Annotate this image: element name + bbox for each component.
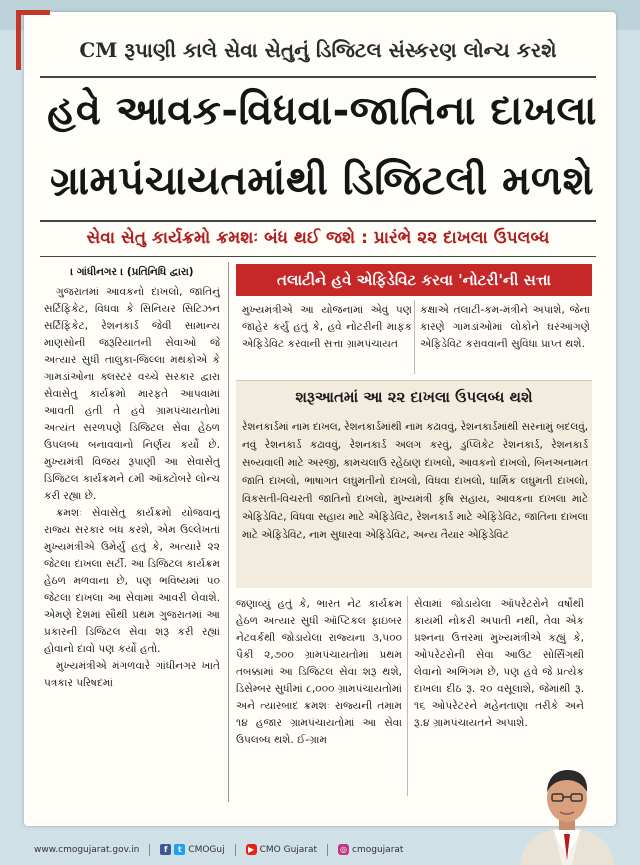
column-rule bbox=[407, 596, 408, 796]
divider bbox=[40, 256, 596, 257]
article-column-3: સેવામાં જોડાયેલા ઑપરેટરોને વર્ષોથી કાયમી નોકરી અપાતી નથી, તેવા એક પ્રશ્નના ઉત્તરમાં મુખ્યમંત્રીએ કહ્યું કે, ઓપરેટરોની સેવા આઉટ સોર્સિંગથી લેવાનો અભિગમ છે, પણ હવે જે પ્રત્યેક દાખલા દીઠ રૂ. ૨૦ વસૂલાશે, જેમાંથી રૂ. ૧૬ ઓપરેટરને મહેનતાણા તરીકે અને રૂ.૪ ગ્રામપંચાયતને અપાશે. bbox=[414, 598, 584, 729]
instagram-handle: cmogujarat bbox=[352, 844, 404, 855]
facebook-icon: f bbox=[160, 844, 171, 855]
youtube-handle: CMO Gujarat bbox=[259, 844, 318, 855]
instagram-link[interactable] bbox=[338, 844, 403, 855]
twitter-icon: t bbox=[174, 844, 185, 855]
twitter-handle: CMOGuj bbox=[188, 844, 225, 855]
article-column-2: જણાવ્યું હતું કે, ભારત નેટ કાર્યક્રમ હેઠળ અત્યાર સુધી ઑપ્ટિકલ ફાઇબર નેટવર્કથી જોડાયેલા રાજ્યના ૩,૫૦૦ પૈકી ૨,૭૦૦ ગ્રામપંચાયતોમાં પ્રથમ તબક્કામાં આ ડિજિટલ સેવા શરૂ થશે, ડિસેમ્બર સુધીમાં ૮,૦૦૦ ગ્રામપંચાયતોમાં અને ત્યારબાદ ક્રમશઃ રાજ્યની તમામ ૧૪ હજાર ગ્રામપંચાયતોમાં આ સેવા ઉપલબ્ધ થશે. ઈ-ગ્રામ bbox=[236, 598, 402, 746]
website-link[interactable] bbox=[34, 845, 139, 855]
article-paragraph: ગુજરાતમાં આવકનો દાખલો, જાતિનું સર્ટિફિકેટ, વિધવા કે સિનિયર સિટિઝન સર્ટિફિકેટ, રેશનકાર્ડ જેવી સામાન્ય માણસોની જરૂરિયાતની સેવાઓ જે અત્યાર સુધી તાલુકા-જિલ્લા મથકોએ કે ગામડાંઓના ક્લસ્ટર વચ્ચે સરકાર દ્વારા સેવાસેતુ કાર્યક્રમો મારફતે આપવામાં આવતી હતી તે હવે ગ્રામપંચાયતોમાં અત્યંત સરળપણે ડિજિટલ સેવા હેઠળ ઉપલબ્ધ બનાવવાનો નિર્ણય કર્યો છે. મુખ્યમંત્રી વિજય રૂપાણી આ સેવાસેતુ ડિજિટલ કાર્યક્રમને ૮મી ઑક્ટોબરે લોન્ચ કરી રહ્યા છે. bbox=[44, 286, 220, 502]
subheadline: સેવા સેતુ કાર્યક્રમો ક્રમશઃ બંધ થઈ જશે : પ્રારંભે ૨૨ દાખલા ઉપલબ્ધ bbox=[86, 228, 550, 248]
youtube-link[interactable] bbox=[246, 844, 317, 855]
separator bbox=[149, 844, 150, 856]
social-links[interactable] bbox=[160, 844, 224, 855]
article-column-1 bbox=[44, 284, 220, 796]
divider bbox=[40, 76, 596, 78]
certificates-list: રેશનકાર્ડમાં નામ દાખલ, રેશનકાર્ડમાંથી નામ કઢાવવું, રેશનકાર્ડમાંથી સરનામું બદલવું, નવું રેશનકાર્ડ કઢાવવું, રેશનકાર્ડ અલગ કરવું, ડુપ્લિકેટ રેશનકાર્ડ, રેશનકાર્ડ સબ્યવાલી માટે અરજી, કામચલાઉ રહેઠાણ દાખલો, આવકનો દાખલો, બિનઅનામત જાતિ દાખલો, ભાષાગત લઘુમતીનો દાખલો, વિધવા દાખલો, ધાર્મિક લઘુમતી દાખલો, વિકસતી-વિચરતી જાતિનો દાખલો, મુખ્યમંત્રી કૃષિ સહાય, આવકના દાખલા માટે એફિડેવિટ, વિધવા સહાય માટે એફિડેવિટ, રેશનકાર્ડ માટે એફિડેવિટ, જાતિના દાખલા માટે એફિડેવિટ, નામ સુધારવા એફિડેવિટ, અન્ય તૈયાર એફિડેવિટ bbox=[242, 421, 588, 541]
sidebar-text-right: કક્ષાએ તલાટી-કમ-મંત્રીને અપાશે, જેના કારણે ગામડાંઓમાં લોકોને ઘરઆંગણે એફિડેવિટ કરાવવાની સુવિધા પ્રાપ્ત થશે. bbox=[420, 304, 590, 350]
column-rule bbox=[228, 262, 229, 802]
separator bbox=[327, 844, 328, 856]
youtube-icon: ▶ bbox=[246, 844, 257, 855]
main-headline-line2: ગ્રામપંચાયતમાંથી ડિજિટલી મળશે bbox=[50, 158, 594, 204]
separator bbox=[235, 844, 236, 856]
instagram-icon: ◎ bbox=[338, 844, 349, 855]
divider bbox=[40, 220, 596, 222]
sidebar-text-left: મુખ્યમંત્રીએ આ યોજનામાં એવું પણ જાહેર કર્યું હતું કે, હવે નોટરીની માફક એફિડેવિટ કરવાની સત્તા ગ્રામપંચાયત bbox=[242, 304, 412, 350]
column-rule bbox=[414, 300, 415, 374]
main-headline-line1: હવે આવક-વિધવા-જાતિના દાખલા bbox=[47, 88, 597, 134]
certificates-box-title: શરૂઆતમાં આ ૨૨ દાખલા ઉપલબ્ધ થશે bbox=[295, 388, 533, 406]
article-paragraph: ક્રમશઃ સેવાસેતુ કાર્યક્રમો યોજવાનું રાજ્ય સરકાર બંધ કરશે, એમ ઉલ્લેખતાં મુખ્યમંત્રીએ ઉમેર્યું હતું કે, અત્યારે ૨૨ જેટલા દાખલા સર્ટી. આ ડિજિટલ કાર્યક્રમ હેઠળ મળવાના છે, પણ ભવિષ્યમાં ૫૦ જેટલા દાખલા આ સેવામાં આવરી લેવાશે. એમણે દેશમાં સૌથી પ્રથમ ગુજરાતમાં આ પ્રકારની ડિજિટલ સેવા શરૂ કરી રહ્યાં હોવાનો દાવો પણ કર્યો હતો. bbox=[44, 507, 220, 655]
byline: । ગાંધીનગર । (પ્રતિનિધિ દ્વારા) bbox=[70, 266, 194, 278]
article-paragraph: મુખ્યમંત્રીએ મંગળવારે ગાંધીનગર ખાતે પત્રકાર પરિષદમાં bbox=[44, 660, 220, 689]
website-text: www.cmogujarat.gov.in bbox=[34, 844, 140, 855]
chief-minister-portrait bbox=[512, 760, 622, 865]
sidebar-title: તલાટીને હવે એફિડેવિટ કરવા 'નોટરી'ની સત્તા bbox=[236, 264, 592, 296]
kicker-headline: CM રૂપાણી કાલે સેવા સેતુનું ડિજિટલ સંસ્કરણ લોન્ચ કરશે bbox=[79, 38, 557, 62]
